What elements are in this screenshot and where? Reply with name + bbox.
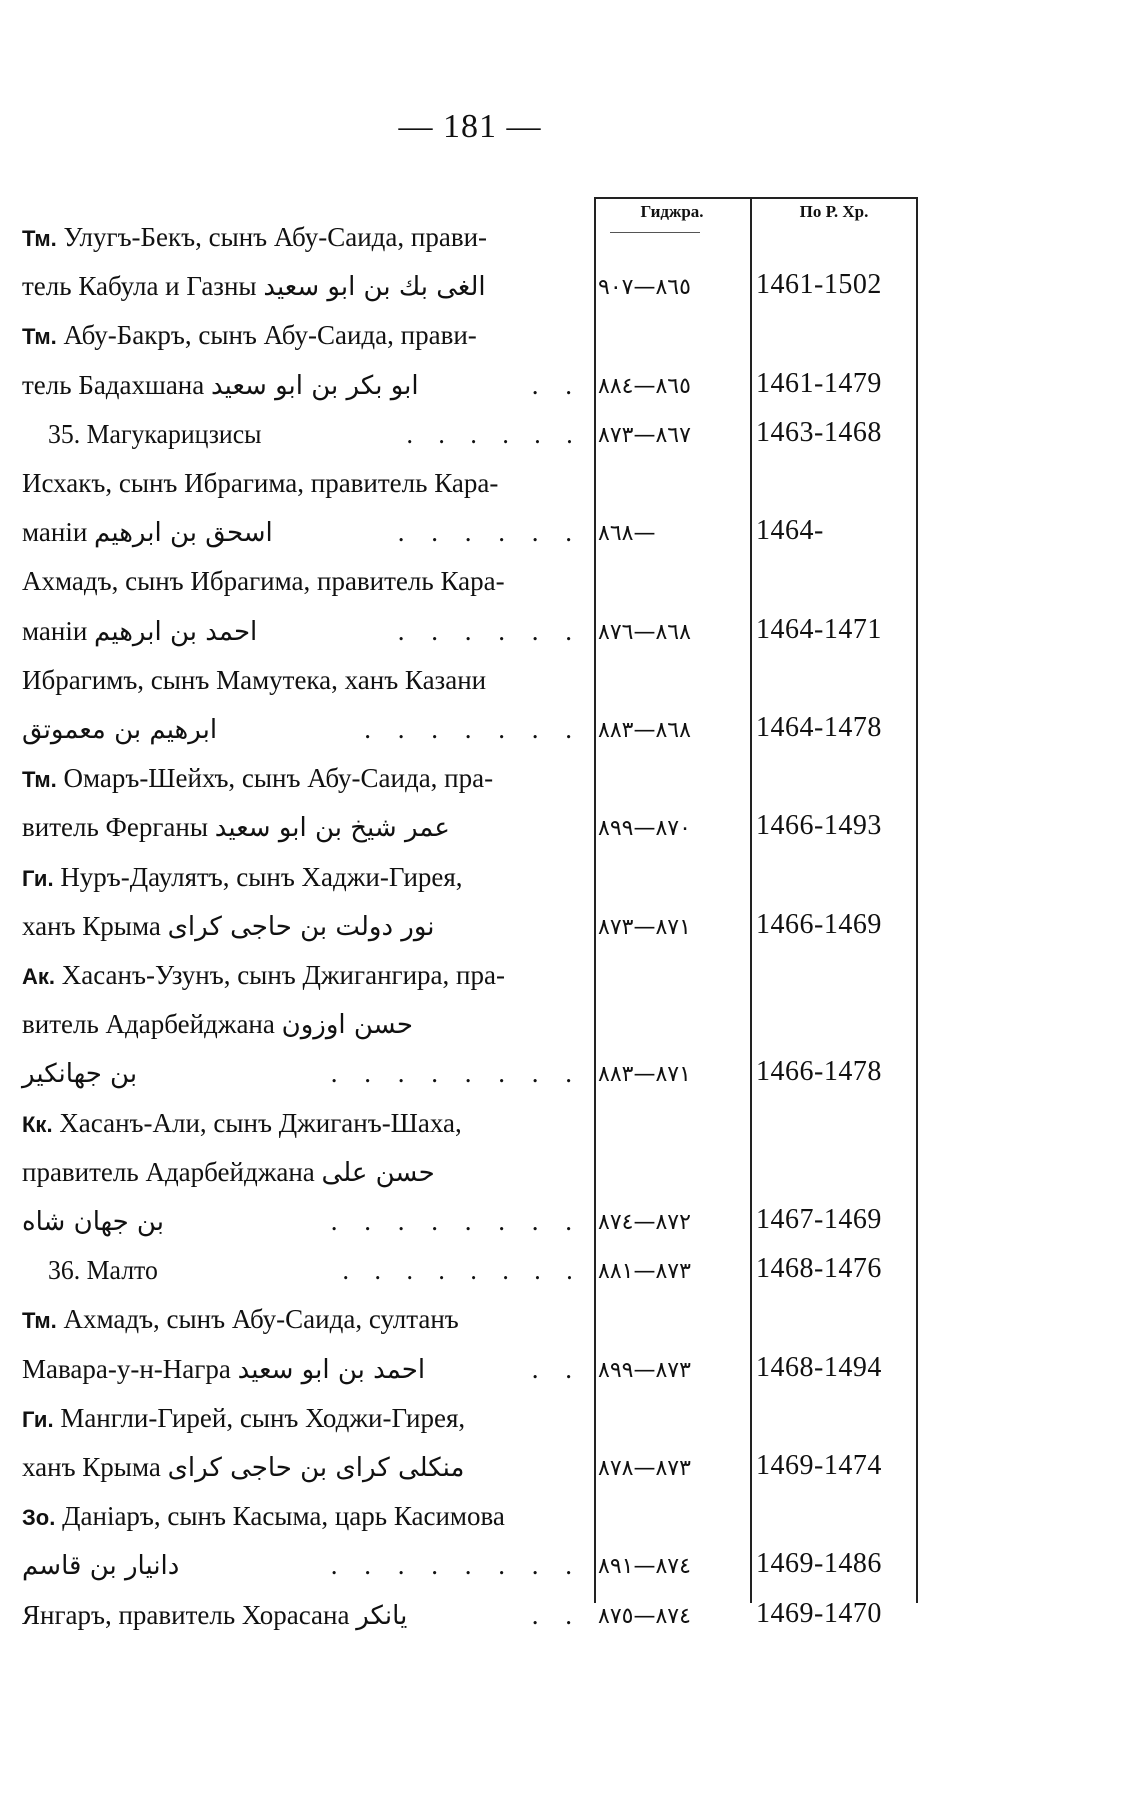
entry-text: 35. Магукарицзисы xyxy=(48,418,262,449)
hijra-dates: ٨٦٥—٨٨٤ xyxy=(598,373,691,399)
leader-dots: . . xyxy=(531,369,582,400)
entry-text: тель Бадахшана xyxy=(22,369,205,400)
entry-text: Хасанъ-Узунъ, сынъ Джигангира, пра- xyxy=(61,960,505,990)
hijra-dates: ٨٧٠—٨٩٩ xyxy=(598,816,691,842)
leader-dots: . . . . . . xyxy=(406,418,583,449)
entry-text: Ахмадъ, сынъ Абу-Саида, султанъ xyxy=(63,1304,459,1335)
arabic-name: ابو بکر بن ابو سعید xyxy=(211,370,419,401)
arabic-name: منکلی کرای بن حاجی کرای xyxy=(167,1453,465,1483)
gregorian-dates: 1467-1469 xyxy=(756,1204,882,1235)
entry-text: 36. Малто xyxy=(48,1255,158,1286)
dynasty-abbr: Ги. xyxy=(22,1406,54,1432)
entry-text: Нуръ-Даулятъ, сынъ Хаджи-Гирея, xyxy=(60,861,463,892)
dynasty-abbr: Зо. xyxy=(22,1505,56,1531)
gregorian-dates: 1461-1502 xyxy=(756,269,882,301)
gregorian-dates: 1468-1494 xyxy=(756,1351,882,1383)
dynasty-abbr: Ак. xyxy=(22,964,56,989)
entry-line xyxy=(22,1009,582,1049)
entry-line xyxy=(48,1255,582,1295)
entry-text: витель Адарбейджана xyxy=(22,1009,275,1040)
entry-text: Абу-Бакръ, сынъ Абу-Саида, прави- xyxy=(63,320,477,351)
column-divider-right xyxy=(916,197,918,1603)
dynasty-abbr: Тм. xyxy=(22,324,57,350)
dynasty-abbr: Кк. xyxy=(22,1111,53,1137)
entry-line xyxy=(22,714,582,754)
arabic-name: عمر شیخ بن ابو سعید xyxy=(214,813,450,844)
entry-line xyxy=(22,1550,582,1590)
entry-line xyxy=(22,468,582,508)
entry-text: Ибрагимъ, сынъ Мамутека, ханъ Казани xyxy=(22,664,487,695)
entry-text: ханъ Крыма xyxy=(22,1452,161,1482)
leader-dots: . . . . . . . . xyxy=(342,1255,583,1286)
arabic-name: بن جهان شاه xyxy=(22,1207,164,1237)
hijra-dates: ٨٧٣—٨٩٩ xyxy=(598,1357,691,1383)
entry-line xyxy=(22,1501,582,1541)
gregorian-dates: 1469-1470 xyxy=(756,1597,882,1629)
leader-dots: . . . . . . . . xyxy=(330,1058,582,1089)
entry-text: Янгаръ, правитель Хорасана xyxy=(22,1599,350,1630)
leader-dots: . . . . . . . . xyxy=(330,1550,582,1581)
entry-line xyxy=(22,812,582,852)
gregorian-dates: 1464- xyxy=(756,515,824,547)
arabic-name: ابرهیم بن معموتق xyxy=(22,715,218,745)
entry-line xyxy=(22,960,582,1000)
entry-line xyxy=(48,419,582,459)
gregorian-dates: 1468-1476 xyxy=(756,1253,882,1285)
leader-dots: . . . . . . xyxy=(397,517,582,548)
entry-text: ханъ Крыма xyxy=(22,910,161,941)
column-divider-left xyxy=(594,197,596,1603)
entry-text: маніи xyxy=(22,517,88,548)
entry-line xyxy=(22,271,582,311)
arabic-name: احمد بن ابرهیم xyxy=(94,616,258,647)
header-gregorian: По Р. Хр. xyxy=(799,202,869,221)
entry-text: правитель Адарбейджана xyxy=(22,1156,315,1187)
entry-line xyxy=(22,1600,582,1640)
arabic-name: حسن اوزون xyxy=(281,1010,413,1041)
entry-text: Омаръ-Шейхъ, сынъ Абу-Саида, пра- xyxy=(63,763,494,794)
arabic-name: حسن علی xyxy=(321,1157,435,1188)
gregorian-dates: 1464-1471 xyxy=(756,613,882,645)
entry-line xyxy=(22,566,582,606)
entry-text: Даніаръ, сынъ Касыма, царь Касимова xyxy=(62,1501,505,1532)
arabic-name: یانکر xyxy=(356,1600,408,1631)
hijra-dates: ٨٦٨—٨٧٦ xyxy=(598,619,691,645)
leader-dots: . . . . . . xyxy=(397,615,582,646)
hijra-dates: ٨٧٤—٨٧٥ xyxy=(598,1603,691,1629)
gregorian-dates: 1469-1474 xyxy=(756,1450,882,1481)
leader-dots: . . xyxy=(531,1599,582,1630)
dynasty-abbr: Тм. xyxy=(22,767,57,793)
entry-text: Мавара-у-н-Награ xyxy=(22,1353,231,1384)
hijra-dates: ٨٦٨—٨٨٣ xyxy=(598,718,691,743)
hijra-dates: ٨٦٨— xyxy=(598,521,656,547)
entry-line xyxy=(22,517,582,557)
entry-text: Ахмадъ, сынъ Ибрагима, правитель Кара- xyxy=(22,566,505,597)
entry-text: тель Кабула и Газны xyxy=(22,271,257,302)
entry-line xyxy=(22,665,582,705)
hijra-dates: ٨٧٤—٨٩١ xyxy=(598,1554,691,1580)
gregorian-dates: 1466-1478 xyxy=(756,1056,882,1088)
entry-text: Мангли-Гирей, сынъ Ходжи-Гирея, xyxy=(60,1402,466,1433)
entry-text: Хасанъ-Али, сынъ Джиганъ-Шаха, xyxy=(59,1107,462,1138)
leader-dots: . . . . . . . xyxy=(364,714,582,744)
entry-line xyxy=(22,1354,582,1394)
entry-line xyxy=(22,1157,582,1197)
entry-line xyxy=(22,763,582,803)
hijra-dates: ٨٧١—٨٨٣ xyxy=(598,1062,691,1088)
entry-line xyxy=(22,862,582,902)
arabic-name: الغی بك بن ابو سعید xyxy=(263,272,486,303)
hijra-dates: ٨٦٥—٩٠٧ xyxy=(598,275,691,301)
gregorian-dates: 1464-1478 xyxy=(756,712,882,743)
entry-text: Исхакъ, сынъ Ибрагима, правитель Кара- xyxy=(22,468,499,498)
gregorian-dates: 1461-1479 xyxy=(756,367,882,399)
hijra-dates: ٨٧٣—٨٨١ xyxy=(598,1259,691,1285)
column-divider-middle xyxy=(750,197,752,1603)
entry-text: Улугъ-Бекъ, сынъ Абу-Саида, прави- xyxy=(63,222,488,252)
hijra-dates: ٨٧٣—٨٧٨ xyxy=(598,1456,691,1481)
entry-line xyxy=(22,1452,582,1492)
entry-line xyxy=(22,616,582,656)
arabic-name: نور دولت بن حاجی کرای xyxy=(167,911,435,942)
page-number: — 181 — xyxy=(398,108,542,145)
dynasty-abbr: Тм. xyxy=(22,226,57,251)
arabic-name: اسحق بن ابرهیم xyxy=(94,518,273,549)
entry-line xyxy=(22,1206,582,1246)
gregorian-dates: 1466-1469 xyxy=(756,908,882,940)
arabic-name: بن جهانکیر xyxy=(22,1059,138,1090)
hijra-dates: ٨٧٢—٨٧٤ xyxy=(598,1210,691,1235)
arabic-name: دانیار بن قاسم xyxy=(22,1551,180,1582)
table-top-rule xyxy=(594,197,917,199)
hijra-dates: ٨٧١—٨٧٣ xyxy=(598,914,691,940)
entry-line xyxy=(22,222,582,262)
entry-line xyxy=(22,370,582,410)
dynasty-abbr: Тм. xyxy=(22,1308,57,1334)
entry-line xyxy=(22,1108,582,1148)
gregorian-dates: 1466-1493 xyxy=(756,810,882,842)
header-hijra: Гиджра. xyxy=(640,202,704,221)
leader-dots: . . xyxy=(531,1353,582,1384)
gregorian-dates: 1469-1486 xyxy=(756,1548,882,1580)
hijra-dates: ٨٦٧—٨٧٣ xyxy=(598,422,691,448)
leader-dots: . . . . . . . . xyxy=(330,1206,582,1236)
entry-line xyxy=(22,911,582,951)
entry-line xyxy=(22,320,582,360)
entry-line xyxy=(22,1403,582,1443)
dynasty-abbr: Ги. xyxy=(22,865,54,891)
gregorian-dates: 1463-1468 xyxy=(756,416,882,448)
entry-line xyxy=(22,1058,582,1098)
entry-line xyxy=(22,1304,582,1344)
header-underline xyxy=(610,232,700,233)
arabic-name: احمد بن ابو سعید xyxy=(237,1354,426,1385)
entry-text: маніи xyxy=(22,615,88,646)
entry-text: витель Ферганы xyxy=(22,812,208,843)
